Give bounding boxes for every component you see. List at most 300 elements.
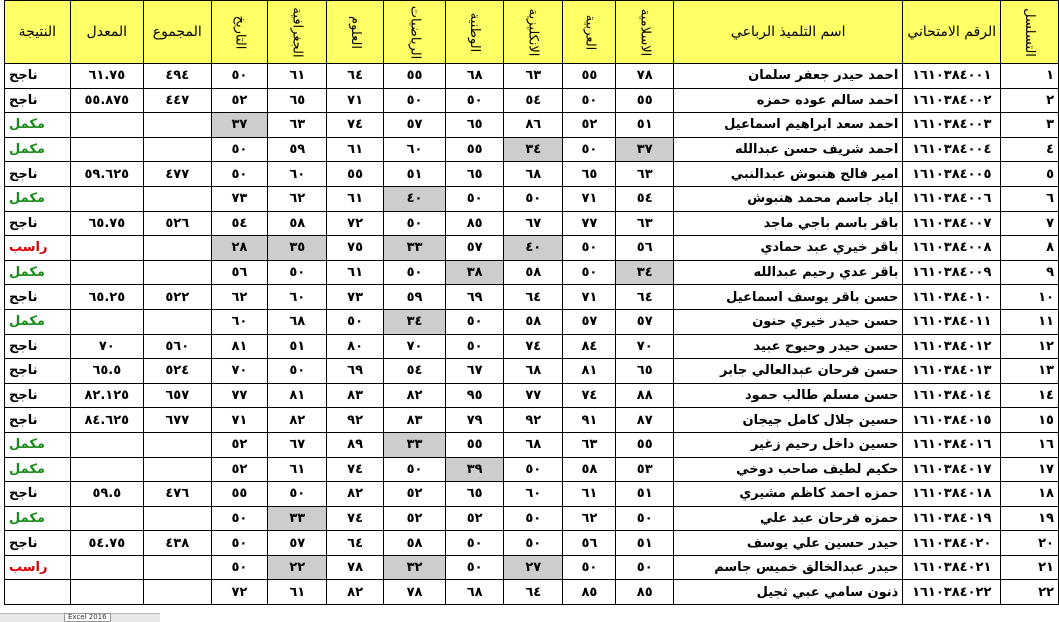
sheet-tab[interactable]: Excel 2016 [64,613,111,622]
cell-exam-no[interactable]: ١٦١٠٣٨٤٠٠٧ [903,211,1001,236]
cell-english[interactable]: ٥٨ [504,260,563,285]
cell-seq[interactable]: ٥ [1001,162,1059,187]
cell-geography[interactable]: ٦٥ [268,88,327,113]
cell-arabic[interactable]: ٥٨ [563,457,616,482]
cell-history[interactable]: ٧٣ [211,186,268,211]
cell-arabic[interactable]: ٧١ [563,285,616,310]
cell-geography[interactable]: ٦١ [268,457,327,482]
cell-math[interactable]: ٣٢ [383,555,446,580]
cell-seq[interactable]: ١٤ [1001,383,1059,408]
cell-national[interactable]: ٥٢ [446,506,504,531]
cell-arabic[interactable]: ٦١ [563,482,616,507]
cell-average[interactable] [70,432,143,457]
cell-total[interactable] [143,309,211,334]
cell-geography[interactable]: ٦٣ [268,113,327,138]
header-islamic[interactable]: الاسلامية [616,1,674,64]
cell-math[interactable]: ٨٢ [383,383,446,408]
cell-result[interactable]: ناجح [5,162,71,187]
cell-total[interactable]: ٥٦٠ [143,334,211,359]
cell-name[interactable]: ذنون سامي عبي ثجيل [674,580,903,605]
cell-science[interactable]: ٧٤ [327,113,383,138]
cell-geography[interactable]: ٢٢ [268,555,327,580]
cell-average[interactable] [70,236,143,261]
cell-total[interactable]: ٥٢٤ [143,359,211,384]
cell-national[interactable]: ٥٠ [446,309,504,334]
header-name[interactable]: اسم التلميذ الرباعي [674,1,903,64]
cell-english[interactable]: ٨٦ [504,113,563,138]
cell-science[interactable]: ٨٣ [327,383,383,408]
cell-science[interactable]: ٦٤ [327,64,383,89]
cell-history[interactable]: ٥٠ [211,162,268,187]
cell-average[interactable] [70,555,143,580]
cell-math[interactable]: ٥٢ [383,506,446,531]
cell-history[interactable]: ٢٨ [211,236,268,261]
cell-english[interactable]: ٦٧ [504,211,563,236]
cell-total[interactable]: ٥٢٦ [143,211,211,236]
cell-islamic[interactable]: ٧٠ [616,334,674,359]
cell-geography[interactable]: ٨١ [268,383,327,408]
cell-geography[interactable]: ٥٩ [268,137,327,162]
cell-science[interactable]: ٧٢ [327,211,383,236]
cell-national[interactable]: ٥٥ [446,432,504,457]
cell-seq[interactable]: ٦ [1001,186,1059,211]
cell-total[interactable] [143,555,211,580]
cell-history[interactable]: ٥٢ [211,457,268,482]
cell-math[interactable]: ٥٧ [383,113,446,138]
cell-average[interactable]: ٦٥.٢٥ [70,285,143,310]
cell-result[interactable]: ناجح [5,334,71,359]
cell-exam-no[interactable]: ١٦١٠٣٨٤٠٠٨ [903,236,1001,261]
cell-name[interactable]: حسين داخل رحيم زغير [674,432,903,457]
cell-science[interactable]: ٨٢ [327,482,383,507]
cell-geography[interactable]: ٥٠ [268,482,327,507]
cell-exam-no[interactable]: ١٦١٠٣٨٤٠١٥ [903,408,1001,433]
cell-history[interactable]: ٥٢ [211,432,268,457]
cell-math[interactable]: ٧٨ [383,580,446,605]
cell-science[interactable]: ٨٠ [327,334,383,359]
cell-national[interactable]: ٣٨ [446,260,504,285]
cell-arabic[interactable]: ٨٤ [563,334,616,359]
cell-name[interactable]: حيدر عبدالخالق خميس جاسم [674,555,903,580]
cell-total[interactable]: ٥٢٢ [143,285,211,310]
cell-islamic[interactable]: ٥٥ [616,432,674,457]
cell-national[interactable]: ٥٠ [446,555,504,580]
header-average[interactable]: المعدل [70,1,143,64]
cell-name[interactable]: حسن مسلم طالب حمود [674,383,903,408]
cell-national[interactable]: ٦٥ [446,482,504,507]
header-total[interactable]: المجموع [143,1,211,64]
cell-science[interactable]: ٦٩ [327,359,383,384]
cell-average[interactable] [70,113,143,138]
cell-name[interactable]: احمد شريف حسن عبدالله [674,137,903,162]
cell-islamic[interactable]: ٨٨ [616,383,674,408]
cell-total[interactable] [143,236,211,261]
cell-science[interactable]: ٧٥ [327,236,383,261]
cell-average[interactable] [70,309,143,334]
cell-islamic[interactable]: ٥٠ [616,506,674,531]
cell-result[interactable]: ناجح [5,211,71,236]
cell-islamic[interactable]: ٨٧ [616,408,674,433]
cell-history[interactable]: ٨١ [211,334,268,359]
cell-science[interactable]: ٩٢ [327,408,383,433]
cell-result[interactable]: مكمل [5,113,71,138]
cell-math[interactable]: ٥٤ [383,359,446,384]
cell-english[interactable]: ٦٨ [504,432,563,457]
cell-national[interactable]: ٥٥ [446,137,504,162]
cell-geography[interactable]: ٥٨ [268,211,327,236]
cell-english[interactable]: ٩٢ [504,408,563,433]
cell-average[interactable]: ٨٢.١٢٥ [70,383,143,408]
cell-history[interactable]: ٥٠ [211,137,268,162]
cell-national[interactable]: ٦٥ [446,113,504,138]
cell-arabic[interactable]: ٥٢ [563,113,616,138]
cell-math[interactable]: ٣٣ [383,432,446,457]
cell-seq[interactable]: ٢٢ [1001,580,1059,605]
cell-national[interactable]: ٦٧ [446,359,504,384]
cell-seq[interactable]: ١٥ [1001,408,1059,433]
cell-name[interactable]: حسن باقر يوسف اسماعيل [674,285,903,310]
cell-arabic[interactable]: ٥٦ [563,531,616,556]
cell-average[interactable]: ٦٥.٧٥ [70,211,143,236]
cell-math[interactable]: ٥٨ [383,531,446,556]
cell-history[interactable]: ٥٠ [211,506,268,531]
cell-result[interactable]: ناجح [5,482,71,507]
cell-national[interactable]: ٦٨ [446,64,504,89]
header-science[interactable]: العلوم [327,1,383,64]
cell-english[interactable]: ٥٠ [504,186,563,211]
cell-science[interactable]: ٧١ [327,88,383,113]
cell-arabic[interactable]: ٦٢ [563,506,616,531]
cell-math[interactable]: ٥٠ [383,211,446,236]
cell-exam-no[interactable]: ١٦١٠٣٨٤٠١٤ [903,383,1001,408]
cell-english[interactable]: ٢٧ [504,555,563,580]
cell-average[interactable] [70,457,143,482]
cell-math[interactable]: ٥٠ [383,260,446,285]
cell-history[interactable]: ٧١ [211,408,268,433]
cell-seq[interactable]: ٢ [1001,88,1059,113]
cell-result[interactable]: مكمل [5,186,71,211]
cell-science[interactable]: ٦١ [327,260,383,285]
cell-seq[interactable]: ٢١ [1001,555,1059,580]
cell-english[interactable]: ٦٨ [504,162,563,187]
cell-result[interactable]: مكمل [5,260,71,285]
cell-english[interactable]: ٦٨ [504,359,563,384]
cell-geography[interactable]: ٦١ [268,64,327,89]
cell-seq[interactable]: ٤ [1001,137,1059,162]
cell-science[interactable]: ٥٥ [327,162,383,187]
cell-exam-no[interactable]: ١٦١٠٣٨٤٠٢٠ [903,531,1001,556]
cell-english[interactable]: ٦٤ [504,580,563,605]
header-english[interactable]: الانكليزية [504,1,563,64]
cell-math[interactable]: ٥٥ [383,64,446,89]
cell-geography[interactable]: ٥١ [268,334,327,359]
cell-result[interactable]: ناجح [5,531,71,556]
cell-national[interactable]: ٦٨ [446,580,504,605]
cell-seq[interactable]: ٩ [1001,260,1059,285]
cell-arabic[interactable]: ٨٥ [563,580,616,605]
cell-islamic[interactable]: ٦٣ [616,162,674,187]
cell-math[interactable]: ٥١ [383,162,446,187]
cell-english[interactable]: ٥٤ [504,88,563,113]
cell-arabic[interactable]: ٧٤ [563,383,616,408]
cell-arabic[interactable]: ٧١ [563,186,616,211]
header-exam-no[interactable]: الرقم الامتحاني [903,1,1001,64]
cell-result[interactable]: مكمل [5,506,71,531]
cell-seq[interactable]: ٧ [1001,211,1059,236]
cell-science[interactable]: ٧٨ [327,555,383,580]
cell-seq[interactable]: ٨ [1001,236,1059,261]
cell-math[interactable]: ٧٠ [383,334,446,359]
header-math[interactable]: الرياضيات [383,1,446,64]
cell-math[interactable]: ٥٩ [383,285,446,310]
cell-total[interactable] [143,432,211,457]
cell-result[interactable]: ناجح [5,359,71,384]
cell-science[interactable]: ٧٤ [327,506,383,531]
cell-average[interactable]: ٦٥.٥ [70,359,143,384]
cell-total[interactable]: ٦٥٧ [143,383,211,408]
cell-math[interactable]: ٨٣ [383,408,446,433]
cell-science[interactable]: ٥٠ [327,309,383,334]
cell-english[interactable]: ٤٠ [504,236,563,261]
cell-arabic[interactable]: ٥٠ [563,260,616,285]
cell-name[interactable]: احمد سالم عوده حمزه [674,88,903,113]
cell-math[interactable]: ٥٢ [383,482,446,507]
cell-seq[interactable]: ١٢ [1001,334,1059,359]
cell-math[interactable]: ٤٠ [383,186,446,211]
cell-islamic[interactable]: ٥٤ [616,186,674,211]
cell-national[interactable]: ٧٩ [446,408,504,433]
cell-english[interactable]: ٦٠ [504,482,563,507]
cell-exam-no[interactable]: ١٦١٠٣٨٤٠٠٢ [903,88,1001,113]
cell-geography[interactable]: ٨٢ [268,408,327,433]
cell-history[interactable]: ٣٧ [211,113,268,138]
cell-exam-no[interactable]: ١٦١٠٣٨٤٠٠٩ [903,260,1001,285]
cell-arabic[interactable]: ٧٧ [563,211,616,236]
cell-islamic[interactable]: ٥٣ [616,457,674,482]
cell-seq[interactable]: ١٨ [1001,482,1059,507]
cell-result[interactable]: ناجح [5,383,71,408]
cell-islamic[interactable]: ٧٨ [616,64,674,89]
cell-geography[interactable]: ٦١ [268,580,327,605]
cell-islamic[interactable]: ٣٤ [616,260,674,285]
cell-average[interactable] [70,580,143,605]
cell-english[interactable]: ٥٠ [504,457,563,482]
cell-math[interactable]: ٦٠ [383,137,446,162]
cell-history[interactable]: ٧٢ [211,580,268,605]
cell-total[interactable]: ٤٧٦ [143,482,211,507]
cell-name[interactable]: باقر باسم باجي ماجد [674,211,903,236]
cell-geography[interactable]: ٣٥ [268,236,327,261]
cell-seq[interactable]: ١٠ [1001,285,1059,310]
cell-exam-no[interactable]: ١٦١٠٣٨٤٠١٢ [903,334,1001,359]
cell-geography[interactable]: ٦٢ [268,186,327,211]
cell-seq[interactable]: ١ [1001,64,1059,89]
cell-national[interactable]: ٥٠ [446,88,504,113]
cell-geography[interactable]: ٦٨ [268,309,327,334]
cell-exam-no[interactable]: ١٦١٠٣٨٤٠٢٢ [903,580,1001,605]
cell-seq[interactable]: ١١ [1001,309,1059,334]
cell-arabic[interactable]: ٥٥ [563,64,616,89]
cell-islamic[interactable]: ٥٦ [616,236,674,261]
cell-geography[interactable]: ٦٠ [268,162,327,187]
cell-arabic[interactable]: ٥٧ [563,309,616,334]
header-history[interactable]: التاريخ [211,1,268,64]
cell-average[interactable]: ٦١.٧٥ [70,64,143,89]
cell-seq[interactable]: ١٦ [1001,432,1059,457]
cell-islamic[interactable]: ٥٠ [616,555,674,580]
cell-islamic[interactable]: ٥٧ [616,309,674,334]
cell-history[interactable]: ٥٦ [211,260,268,285]
cell-average[interactable]: ٥٤.٧٥ [70,531,143,556]
cell-total[interactable] [143,113,211,138]
cell-arabic[interactable]: ٩١ [563,408,616,433]
cell-result[interactable] [5,580,71,605]
cell-exam-no[interactable]: ١٦١٠٣٨٤٠٠٤ [903,137,1001,162]
cell-total[interactable]: ٤٩٤ [143,64,211,89]
cell-national[interactable]: ٦٩ [446,285,504,310]
cell-seq[interactable]: ١٧ [1001,457,1059,482]
header-result[interactable]: النتيجة [5,1,71,64]
cell-exam-no[interactable]: ١٦١٠٣٨٤٠١٣ [903,359,1001,384]
cell-islamic[interactable]: ٥١ [616,531,674,556]
cell-seq[interactable]: ٢٠ [1001,531,1059,556]
cell-islamic[interactable]: ٨٥ [616,580,674,605]
cell-islamic[interactable]: ٦٥ [616,359,674,384]
cell-national[interactable]: ٨٥ [446,211,504,236]
cell-result[interactable]: ناجح [5,88,71,113]
cell-seq[interactable]: ١٣ [1001,359,1059,384]
cell-english[interactable]: ٥٨ [504,309,563,334]
cell-history[interactable]: ٧٧ [211,383,268,408]
cell-average[interactable] [70,506,143,531]
cell-exam-no[interactable]: ١٦١٠٣٨٤٠٠٣ [903,113,1001,138]
header-national[interactable]: الوطنية [446,1,504,64]
cell-exam-no[interactable]: ١٦١٠٣٨٤٠٠١ [903,64,1001,89]
cell-total[interactable]: ٤٤٧ [143,88,211,113]
cell-history[interactable]: ٥٥ [211,482,268,507]
cell-exam-no[interactable]: ١٦١٠٣٨٤٠٢١ [903,555,1001,580]
cell-result[interactable]: ناجح [5,285,71,310]
cell-national[interactable]: ٥٠ [446,531,504,556]
cell-history[interactable]: ٥٠ [211,531,268,556]
cell-history[interactable]: ٦٢ [211,285,268,310]
cell-result[interactable]: ناجح [5,408,71,433]
cell-name[interactable]: باقر عدي رحيم عبدالله [674,260,903,285]
cell-result[interactable]: راسب [5,236,71,261]
cell-average[interactable]: ٥٩.٦٢٥ [70,162,143,187]
cell-english[interactable]: ٧٤ [504,334,563,359]
cell-history[interactable]: ٧٠ [211,359,268,384]
cell-result[interactable]: مكمل [5,137,71,162]
cell-seq[interactable]: ٣ [1001,113,1059,138]
cell-result[interactable]: مكمل [5,457,71,482]
cell-result[interactable]: راسب [5,555,71,580]
cell-total[interactable] [143,260,211,285]
cell-science[interactable]: ٧٣ [327,285,383,310]
header-arabic[interactable]: العربية [563,1,616,64]
cell-islamic[interactable]: ٥١ [616,482,674,507]
cell-exam-no[interactable]: ١٦١٠٣٨٤٠١٧ [903,457,1001,482]
cell-geography[interactable]: ٦٠ [268,285,327,310]
cell-science[interactable]: ٨٩ [327,432,383,457]
cell-science[interactable]: ٨٢ [327,580,383,605]
cell-average[interactable]: ٨٤.٦٢٥ [70,408,143,433]
cell-history[interactable]: ٦٠ [211,309,268,334]
cell-average[interactable]: ٥٥.٨٧٥ [70,88,143,113]
cell-geography[interactable]: ٣٣ [268,506,327,531]
cell-history[interactable]: ٥٠ [211,64,268,89]
cell-islamic[interactable]: ٦٤ [616,285,674,310]
cell-name[interactable]: اياد جاسم محمد هنبوش [674,186,903,211]
cell-science[interactable]: ٦٤ [327,531,383,556]
cell-name[interactable]: باقر خيري عبد حمادي [674,236,903,261]
cell-english[interactable]: ٦٤ [504,285,563,310]
header-geography[interactable]: الجغرافية [268,1,327,64]
cell-geography[interactable]: ٥٧ [268,531,327,556]
cell-english[interactable]: ٦٣ [504,64,563,89]
cell-english[interactable]: ٣٤ [504,137,563,162]
cell-exam-no[interactable]: ١٦١٠٣٨٤٠١١ [903,309,1001,334]
cell-islamic[interactable]: ٦٣ [616,211,674,236]
cell-math[interactable]: ٣٤ [383,309,446,334]
header-seq[interactable]: التسلسل [1001,1,1059,64]
cell-total[interactable] [143,186,211,211]
cell-average[interactable]: ٥٩.٥ [70,482,143,507]
cell-islamic[interactable]: ٣٧ [616,137,674,162]
cell-arabic[interactable]: ٨١ [563,359,616,384]
cell-arabic[interactable]: ٥٠ [563,555,616,580]
cell-name[interactable]: احمد سعد ابراهيم اسماعيل [674,113,903,138]
cell-islamic[interactable]: ٥٥ [616,88,674,113]
cell-total[interactable] [143,580,211,605]
cell-math[interactable]: ٥٠ [383,88,446,113]
cell-result[interactable]: مكمل [5,309,71,334]
cell-exam-no[interactable]: ١٦١٠٣٨٤٠٠٦ [903,186,1001,211]
cell-arabic[interactable]: ٦٣ [563,432,616,457]
cell-exam-no[interactable]: ١٦١٠٣٨٤٠١٠ [903,285,1001,310]
cell-name[interactable]: حكيم لطيف صاحب دوخي [674,457,903,482]
cell-name[interactable]: حسن حيدر وحيوح عبيد [674,334,903,359]
cell-total[interactable]: ٦٧٧ [143,408,211,433]
cell-name[interactable]: حسين جلال كامل جيجان [674,408,903,433]
cell-science[interactable]: ٦١ [327,137,383,162]
cell-average[interactable] [70,186,143,211]
cell-arabic[interactable]: ٦٥ [563,162,616,187]
cell-total[interactable] [143,457,211,482]
cell-result[interactable]: مكمل [5,432,71,457]
cell-name[interactable]: حسن حيدر خيري حنون [674,309,903,334]
cell-total[interactable]: ٤٣٨ [143,531,211,556]
cell-name[interactable]: حمزه احمد كاظم مشيري [674,482,903,507]
cell-national[interactable]: ٥٠ [446,334,504,359]
cell-total[interactable] [143,137,211,162]
cell-name[interactable]: حيدر حسين علي يوسف [674,531,903,556]
cell-geography[interactable]: ٦٧ [268,432,327,457]
cell-national[interactable]: ٣٩ [446,457,504,482]
cell-average[interactable] [70,260,143,285]
cell-math[interactable]: ٣٣ [383,236,446,261]
cell-total[interactable]: ٤٧٧ [143,162,211,187]
cell-national[interactable]: ٥٠ [446,186,504,211]
cell-math[interactable]: ٥٠ [383,457,446,482]
cell-exam-no[interactable]: ١٦١٠٣٨٤٠١٦ [903,432,1001,457]
cell-name[interactable]: حمزه فرحان عبد علي [674,506,903,531]
cell-islamic[interactable]: ٥١ [616,113,674,138]
cell-history[interactable]: ٥٤ [211,211,268,236]
cell-english[interactable]: ٥٠ [504,531,563,556]
cell-average[interactable]: ٧٠ [70,334,143,359]
cell-name[interactable]: امير فالح هنبوش عبدالنبي [674,162,903,187]
